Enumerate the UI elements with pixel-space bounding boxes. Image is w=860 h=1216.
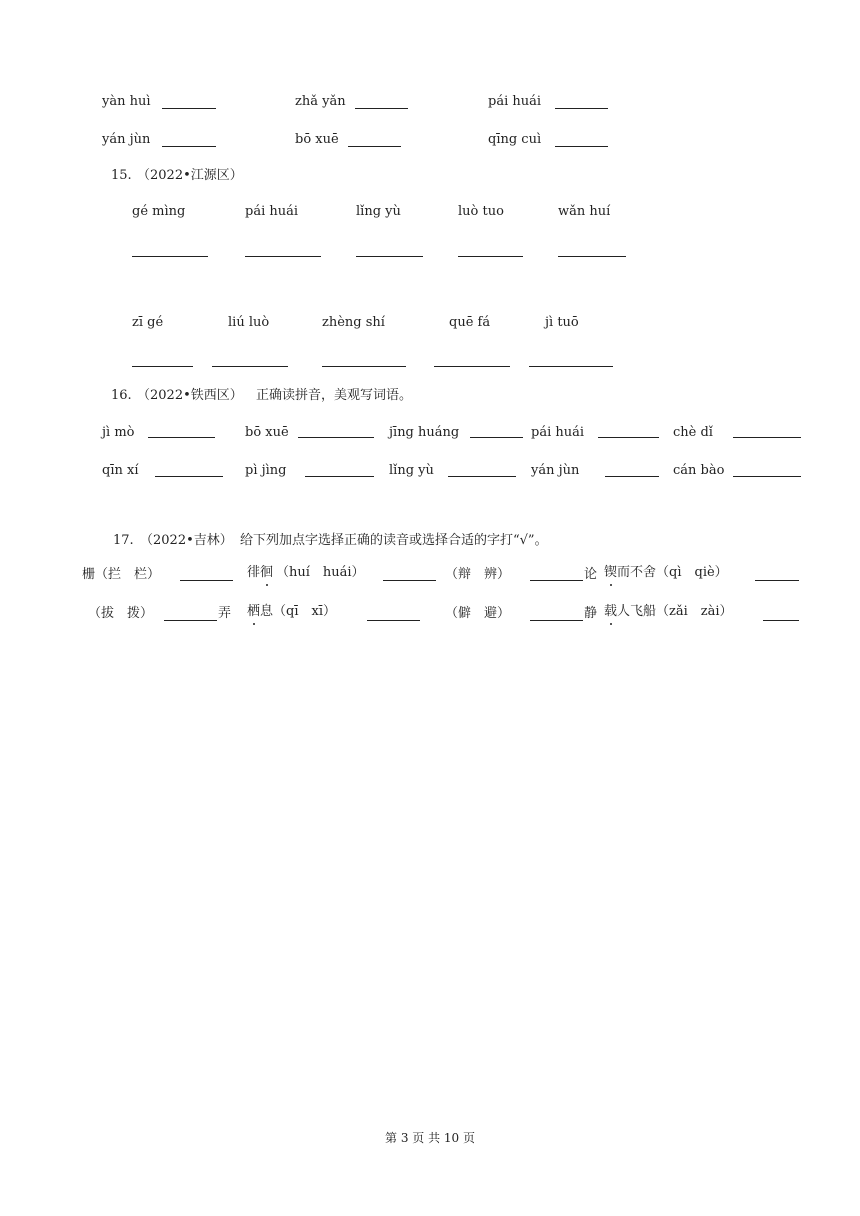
q17-item-2-char-1: 徘 xyxy=(247,565,261,580)
q15-source: （2022•江源区） xyxy=(137,168,243,183)
q17-number: 17. xyxy=(113,533,134,548)
q16-pinyin-7: pì jìng xyxy=(245,463,287,478)
q15-pinyin-5: wǎn huí xyxy=(558,204,611,219)
q16-answer-blank-1[interactable] xyxy=(148,437,215,438)
page-number-footer: 第 3 页 共 10 页 xyxy=(385,1131,475,1145)
q15-pinyin-2: pái huái xyxy=(245,204,299,219)
q15-pinyin-10: jì tuō xyxy=(545,315,579,330)
q17-instruction: 给下列加点字选择正确的读音或选择合适的字打“√”。 xyxy=(240,533,548,548)
q14-answer-blank-3[interactable] xyxy=(555,108,608,109)
q16-answer-blank-10[interactable] xyxy=(733,476,801,477)
q14-answer-blank-5[interactable] xyxy=(348,146,401,147)
q14-pinyin-2: zhǎ yǎn xyxy=(295,94,346,109)
q14-pinyin-5: bō xuē xyxy=(295,132,339,147)
q16-source: （2022•铁西区） xyxy=(137,388,243,403)
q14-answer-blank-4[interactable] xyxy=(162,146,216,147)
q15-pinyin-8: zhèng shí xyxy=(322,315,385,330)
q17-item-2-word xyxy=(247,565,273,581)
q16-answer-blank-5[interactable] xyxy=(733,437,801,438)
q16-pinyin-3: jīng huáng xyxy=(389,425,460,440)
q16-pinyin-8: lǐng yù xyxy=(389,463,434,478)
q14-answer-blank-1[interactable] xyxy=(162,108,216,109)
q16-answer-blank-8[interactable] xyxy=(448,476,516,477)
q16-answer-blank-7[interactable] xyxy=(305,476,374,477)
q15-pinyin-9: quē fá xyxy=(449,315,491,330)
q15-answer-blank-9[interactable] xyxy=(434,366,510,367)
q15-answer-blank-2[interactable] xyxy=(245,256,321,257)
q17-item-8-dotted-char: 载 xyxy=(604,604,618,619)
q16-answer-blank-6[interactable] xyxy=(155,476,223,477)
q15-answer-blank-7[interactable] xyxy=(212,366,288,367)
q17-answer-blank-6[interactable] xyxy=(367,620,420,621)
q17-item-4-word xyxy=(604,565,728,581)
q14-answer-blank-6[interactable] xyxy=(555,146,608,147)
q15-answer-blank-6[interactable] xyxy=(132,366,193,367)
q16-pinyin-1: jì mò xyxy=(102,425,135,440)
q17-item-3-options: （辩 辨） xyxy=(445,567,511,582)
q16-answer-blank-3[interactable] xyxy=(470,437,523,438)
q16-number: 16. xyxy=(111,388,132,403)
q17-item-7-options: （僻 避） xyxy=(445,606,511,621)
q16-instruction: 正确读拼音，美观写词语。 xyxy=(256,388,413,403)
q17-answer-blank-7[interactable] xyxy=(530,620,583,621)
q17-item-8-rest: 人飞船（zǎi zài） xyxy=(617,604,733,619)
q14-pinyin-4: yán jùn xyxy=(102,132,151,147)
q15-pinyin-6: zī gé xyxy=(132,315,164,330)
q17-answer-blank-5[interactable] xyxy=(164,620,217,621)
q15-number: 15. xyxy=(111,168,132,183)
q16-pinyin-6: qīn xí xyxy=(102,463,139,478)
q17-item-1-options: 栅（拦 栏） xyxy=(82,567,161,582)
q17-item-5-tail: 弄 xyxy=(218,606,232,621)
q16-answer-blank-2[interactable] xyxy=(298,437,374,438)
q17-item-3-tail: 论 xyxy=(584,567,598,582)
q15-answer-blank-3[interactable] xyxy=(356,256,423,257)
q15-answer-blank-10[interactable] xyxy=(529,366,613,367)
q17-item-6-word xyxy=(247,604,336,620)
q15-answer-blank-5[interactable] xyxy=(558,256,626,257)
q15-answer-blank-8[interactable] xyxy=(322,366,406,367)
q15-answer-blank-4[interactable] xyxy=(458,256,523,257)
q16-pinyin-4: pái huái xyxy=(531,425,585,440)
q17-answer-blank-4[interactable] xyxy=(755,580,799,581)
q16-pinyin-2: bō xuē xyxy=(245,425,289,440)
q17-item-4-rest: 而不舍（qì qiè） xyxy=(617,565,728,580)
q16-pinyin-9: yán jùn xyxy=(531,463,580,478)
q16-pinyin-10: cán bào xyxy=(673,463,725,478)
q17-item-7-tail: 静 xyxy=(584,606,598,621)
q15-pinyin-7: liú luò xyxy=(228,315,270,330)
q14-pinyin-3: pái huái xyxy=(488,94,542,109)
q17-item-4-dotted-char: 锲 xyxy=(604,565,618,580)
q16-answer-blank-4[interactable] xyxy=(598,437,659,438)
q17-answer-blank-2[interactable] xyxy=(383,580,436,581)
q17-answer-blank-3[interactable] xyxy=(530,580,583,581)
q17-answer-blank-1[interactable] xyxy=(180,580,233,581)
q17-item-6-rest: 息（qī xī） xyxy=(260,604,336,619)
q15-pinyin-4: luò tuo xyxy=(458,204,504,219)
q17-source: （2022•吉林） xyxy=(140,533,233,548)
q14-answer-blank-2[interactable] xyxy=(355,108,408,109)
q17-item-5-options: （拔 拨） xyxy=(88,606,154,621)
q14-pinyin-1: yàn huì xyxy=(102,94,151,109)
q17-answer-blank-8[interactable] xyxy=(763,620,799,621)
q15-pinyin-3: lǐng yù xyxy=(356,204,401,219)
q16-pinyin-5: chè dǐ xyxy=(673,425,713,440)
q17-item-8-word xyxy=(604,604,733,620)
q16-answer-blank-9[interactable] xyxy=(605,476,659,477)
q17-item-6-dotted-char: 栖 xyxy=(247,604,261,619)
q17-item-2-dotted-char: 徊 xyxy=(260,565,274,580)
q14-pinyin-6: qīng cuì xyxy=(488,132,542,147)
q17-item-2-options: （huí huái） xyxy=(276,565,365,580)
q15-answer-blank-1[interactable] xyxy=(132,256,208,257)
q15-pinyin-1: gé mìng xyxy=(132,204,186,219)
